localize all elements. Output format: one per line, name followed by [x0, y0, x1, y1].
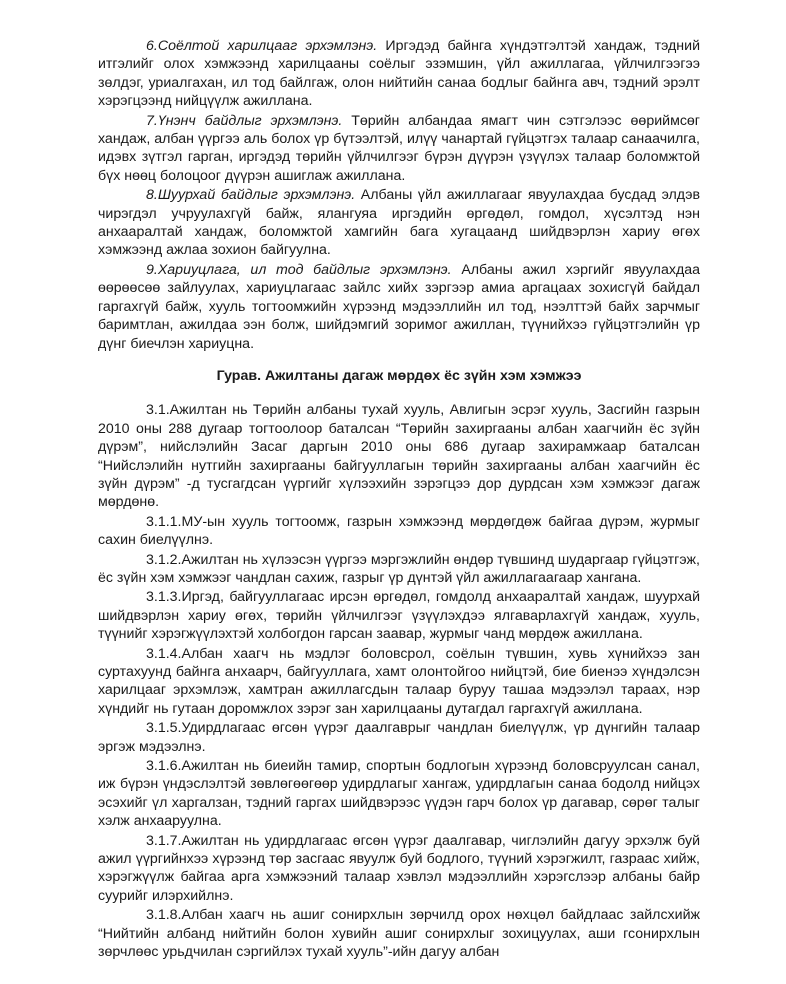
- clause-3-1-1: 3.1.1.МУ-ын хууль тогтоомж, газрын хэмжээнд мөрдөгдөж байгаа дүрэм, журмыг сахин биелүүлнэ.: [98, 513, 700, 549]
- clause-3-1-2: 3.1.2.Ажилтан нь хүлээсэн үүргээ мэргэжлийн өндөр түвшинд шударгаар гүйцэтгэж, ёс зүйн хэм хэмжээг чандлан сахиж, газрыг үр дүнтэй үйл ажиллагаагаар хангана.: [98, 551, 700, 586]
- principle-8-text: Албаны үйл ажиллагааг явуулахдаа бусдад элдэв чирэгдэл учруулахгүй байж, ялангуяа иргэдийн өргөдөл, гомдол, хүсэлтэд нэн анхааралтай хандаж, боломжтой хамгийн бага хугацаанд шийдвэрлэн хариу өгөх хэмжээнд ажлаа зохион байгуулна.: [98, 187, 700, 259]
- principle-9: [98, 261, 700, 353]
- clause-3-1-7: 3.1.7.Ажилтан нь удирдлагаас өгсөн үүрэг даалгавар, чиглэлийн дагуу эрхэлж буй ажил үүргийнхээ хүрээнд төр засгаас явуулж буй бодлого, түүний хэрэгжилт, газраас хийж, хэрэгжүүлж байгаа арга хэмжээний талаар хэвлэл мэдээллийн хэрэгслээр албаны байр суурийг илэрхийлнэ.: [98, 832, 700, 904]
- principle-6-text: Иргэдэд байнга хүндэтгэлтэй хандаж, тэдний итгэлийг олох хэмжээнд харилцааны соёлыг эзэмшин, үйл ажиллагаа, үйлчилгээгээ зөлдэг, уриалгахан, ил тод байлгаж, олон нийтийн санаа бодлыг байнга авч, тэдний эрэлт хэрэгцээнд нийцүүлж ажиллана.: [98, 38, 700, 110]
- principle-9-text: Албаны ажил хэргийг явуулахдаа өөрөөсөө зайлуулах, хариуцлагаас зайлс хийх зэргээр амиа аргацаах зохисгүй байдал гаргахгүй байж, хууль тогтоомжийн хүрээнд мэдээллийн ил тод, нээлттэй байх зарчмыг баримтлан, ажилдаа ээн болж, шийдэмгий зоримог ажиллан, түүнийхээ гүйцэтгэлийн үр дүнг биечлэн хариуцна.: [98, 261, 700, 352]
- clause-3-1-6: 3.1.6.Ажилтан нь биеийн тамир, спортын бодлогын хүрээнд боловсруулсан санал, иж бүрэн үндэслэлтэй зөвлөгөөгөөр удирдлагыг хангаж, удирдлагын санаа бодолд нийцэх эсэхийг үл харгалзан, тэдний гаргах шийдвэрээс үүдэн гарч болох үр дагавар, сөрөг талыг хэлж анхааруулна.: [98, 758, 700, 830]
- section-heading: Гурав. Ажилтаны дагаж мөрдөх ёс зүйн хэм хэмжээ: [216, 367, 582, 384]
- principle-8-lead: 8.Шуурхай байдлыг эрхэмлэнэ.: [146, 187, 356, 204]
- clause-3-1-4: 3.1.4.Албан хаагч нь мэдлэг боловсрол, соёлын түвшин, хувь хүнийхээ зан суртахуунд байнга анхаарч, байгууллага, хамт олонтойгоо нийцтэй, бие биенээ хүндэлсэн харилцааг эрхэмлэж, хамтран ажиллагсдын талаар буруу ташаа мэдээлэл тараах, нэр хүндийг нь гутаан доромжлох зэрэг зан харилцааны дутагдал гаргахгүй ажиллана.: [98, 645, 700, 717]
- clause-3-1-5: 3.1.5.Удирдлагаас өгсөн үүрэг даалгаврыг чандлан биелүүлж, үр дүнгийн талаар эргэж мэдээлнэ.: [98, 720, 700, 755]
- clause-3-1-8: 3.1.8.Албан хаагч нь ашиг сонирхлын зөрчилд орох нөхцөл байдлаас зайлсхийж “Нийтийн албанд нийтийн болон хувийн ашиг сонирхлыг зохицуулах, аши гсонирхлын зөрчлөөс урьдчилан сэргийлэх тухай хууль”-ийн дагуу албан: [98, 907, 700, 961]
- principle-9-lead: 9.Хариуцлага, ил тод байдлыг эрхэмлэнэ.: [146, 261, 452, 278]
- principle-6: [98, 37, 700, 111]
- principle-7: [98, 112, 700, 186]
- principle-6-lead: 6.Соёлтой харилцааг эрхэмлэнэ.: [146, 38, 378, 54]
- principle-7-text: Төрийн албандаа ямагт чин сэтгэлээс өөриймсөг хандаж, албан үүргээ аль болох үр бүтээлтэй, илүү чанартай гүйцэтгэх талаар санаачилга, идэвх зүтгэл гарган, иргэдэд төрийн үйлчилгээг бүрэн дүүрэн үзүүлэх талаар боломжтой бүх нөөц болоцоог дүүрэн ашиглаж ажиллана.: [98, 112, 700, 184]
- clause-3-1-3: 3.1.3.Иргэд, байгууллагаас ирсэн өргөдөл, гомдолд анхааралтай хандаж, шуурхай шийдвэрлэн хариу өгөх, төрийн үйлчилгээг үзүүлэхдээ ялгаварлахгүй хандаж, хууль, түүнийг хэрэгжүүлэхтэй холбогдон гарсан заавар, журмыг чанд мөрдөж ажиллана.: [98, 589, 700, 643]
- principle-7-lead: 7.Үнэнч байдлыг эрхэмлэнэ.: [146, 112, 343, 129]
- clause-3-1: 3.1.Ажилтан нь Төрийн албаны тухай хууль, Авлигын эсрэг хууль, Засгийн газрын 2010 оны 288 дугаар тогтоолоор баталсан “Төрийн захиргааны албан хаагчийн ёс зүйн дүрэм”, нийслэлийн Засаг даргын 2010 оны 686 дугаар захирамжаар баталсан “Нийслэлийн нутгийн захиргааны байгууллагын төрийн захиргааны албан хаагчийн ёс зүйн дүрэм” -д тусгагдсан үүргийг хүлээхийн зэрэгцээ дор дурдсан хэм хэмжээг дагаж мөрдөнө.: [98, 402, 700, 511]
- principle-8: [98, 186, 700, 260]
